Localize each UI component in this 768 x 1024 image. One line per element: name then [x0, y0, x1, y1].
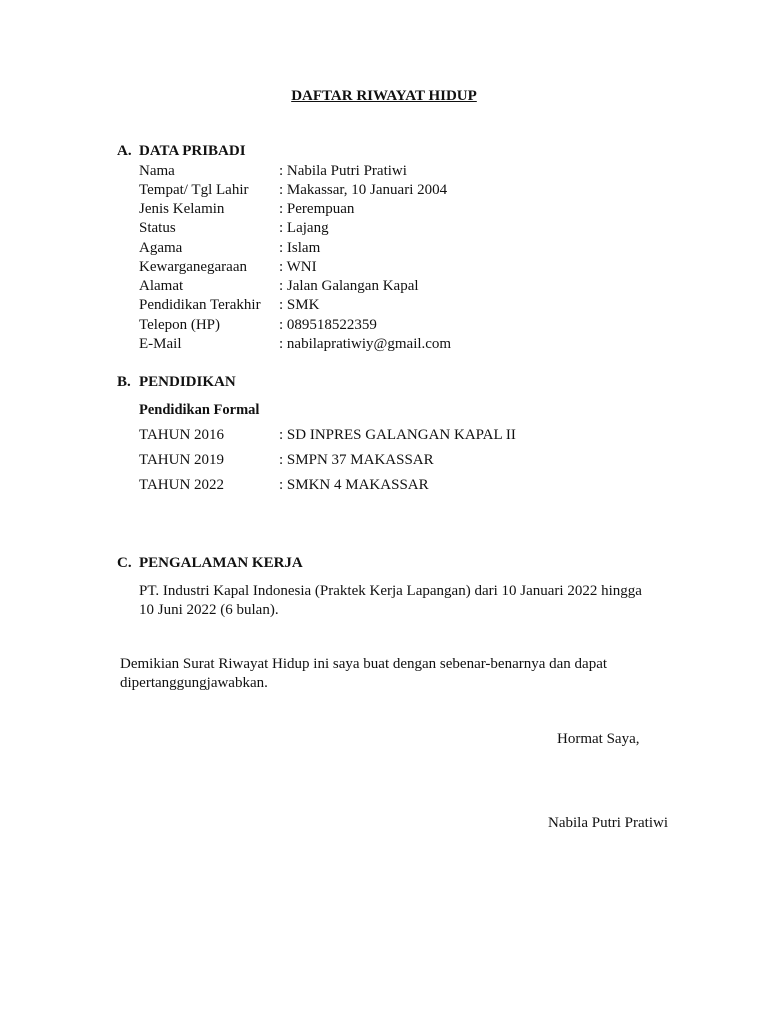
personal-value: : Lajang [279, 220, 329, 236]
section-c-letter: C. [117, 555, 132, 571]
work-experience-line: 10 Juni 2022 (6 bulan). [139, 602, 279, 618]
personal-label: Telepon (HP) [139, 317, 221, 333]
personal-value: : SMK [279, 297, 320, 313]
personal-label: Status [139, 220, 176, 236]
education-school: : SD INPRES GALANGAN KAPAL II [279, 427, 516, 443]
signature-greeting: Hormat Saya, [557, 731, 640, 747]
personal-value: : Jalan Galangan Kapal [279, 278, 419, 294]
personal-label: Pendidikan Terakhir [139, 297, 261, 313]
education-school: : SMKN 4 MAKASSAR [279, 477, 429, 493]
education-year: TAHUN 2022 [139, 477, 225, 493]
closing-line: Demikian Surat Riwayat Hidup ini saya buat dengan sebenar-benarnya dan dapat [120, 656, 608, 672]
personal-value: : Perempuan [279, 201, 355, 217]
personal-row [0, 336, 768, 355]
section-c-title: PENGALAMAN KERJA [139, 555, 303, 571]
closing-line: dipertanggungjawabkan. [120, 675, 268, 691]
education-row [0, 452, 768, 471]
personal-value: : Islam [279, 240, 321, 256]
personal-label: Tempat/ Tgl Lahir [139, 182, 249, 198]
education-school: : SMPN 37 MAKASSAR [279, 452, 434, 468]
personal-label: E-Mail [139, 336, 182, 352]
personal-value: : 089518522359 [279, 317, 377, 333]
personal-row [0, 201, 768, 220]
work-experience-text [139, 582, 699, 620]
personal-label: Alamat [139, 278, 184, 294]
personal-row [0, 220, 768, 239]
signature-name: Nabila Putri Pratiwi [548, 815, 668, 831]
personal-label: Nama [139, 163, 175, 179]
section-b-letter: B. [117, 374, 131, 390]
education-row [0, 477, 768, 496]
personal-label: Agama [139, 240, 183, 256]
personal-row [0, 317, 768, 336]
formal-education-subheading: Pendidikan Formal [139, 402, 260, 418]
personal-value: : WNI [279, 259, 317, 275]
personal-row [0, 163, 768, 182]
personal-label: Jenis Kelamin [139, 201, 225, 217]
section-a-letter: A. [117, 143, 132, 159]
education-year: TAHUN 2019 [139, 452, 225, 468]
personal-label: Kewarganegaraan [139, 259, 247, 275]
document-title: DAFTAR RIWAYAT HIDUP [291, 88, 477, 104]
closing-statement [120, 655, 700, 693]
personal-row [0, 240, 768, 259]
personal-row [0, 297, 768, 316]
personal-value: : Nabila Putri Pratiwi [279, 163, 407, 179]
personal-row [0, 278, 768, 297]
education-year: TAHUN 2016 [139, 427, 225, 443]
section-b-title: PENDIDIKAN [139, 374, 236, 390]
personal-value: : Makassar, 10 Januari 2004 [279, 182, 448, 198]
work-experience-line: PT. Industri Kapal Indonesia (Praktek Kerja Lapangan) dari 10 Januari 2022 hingga [139, 583, 642, 599]
section-a-title: DATA PRIBADI [139, 143, 246, 159]
personal-row [0, 182, 768, 201]
personal-row [0, 259, 768, 278]
education-row [0, 427, 768, 446]
personal-value: : nabilapratiwiy@gmail.com [279, 336, 452, 352]
